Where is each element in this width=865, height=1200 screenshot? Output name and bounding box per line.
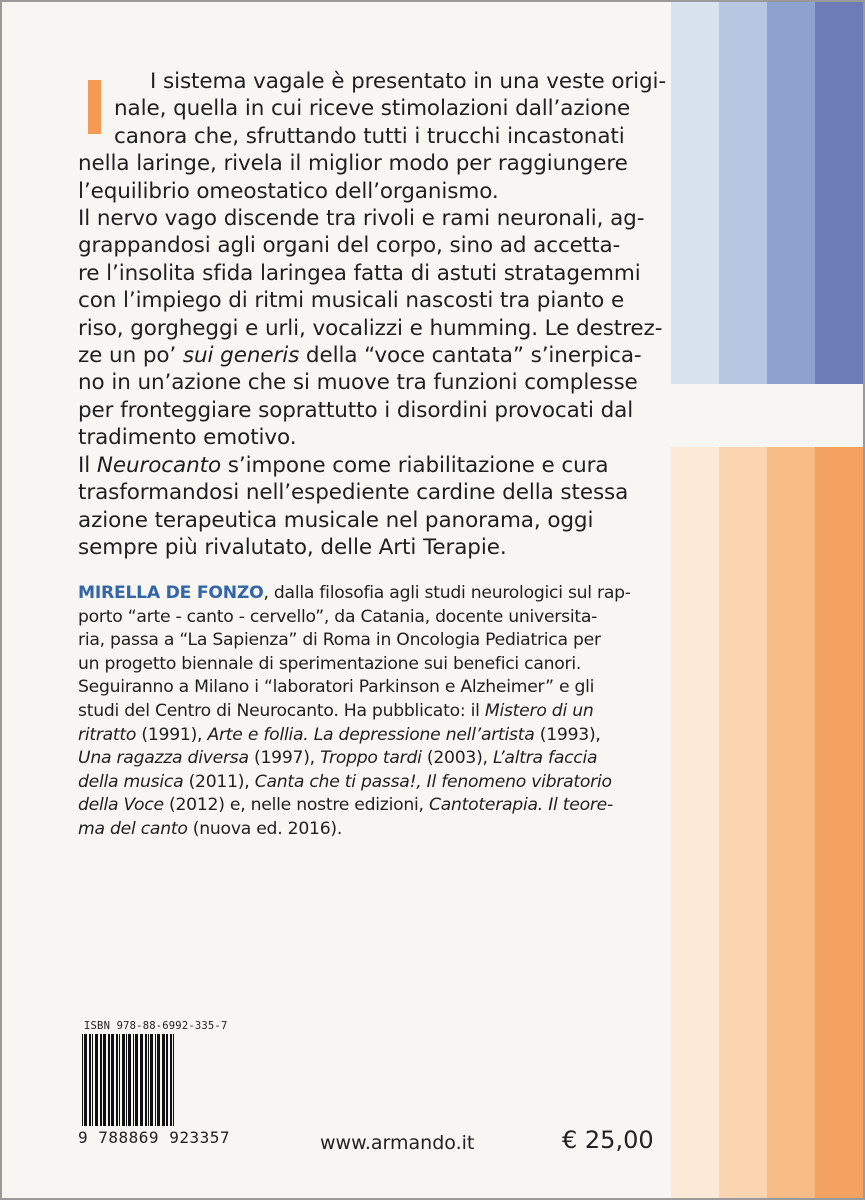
barcode-bar <box>166 1034 168 1126</box>
blurb-line: sempre più rivalutato, delle Arti Terapie. <box>78 534 507 560</box>
barcode-bar <box>128 1034 131 1126</box>
blurb-line: nale, quella in cui riceve stimolazioni dall’azione <box>114 96 631 122</box>
bio-line <box>78 818 678 842</box>
italic-run: Mistero di un <box>484 700 594 721</box>
italic-run: Canta che ti passa!, Il fenomeno vibratorio <box>254 771 612 792</box>
price-label: € 25,00 <box>562 1126 654 1154</box>
italic-run: sui generis <box>182 343 300 369</box>
bio-line <box>78 582 678 606</box>
decorative-stripes-orange <box>671 447 863 1200</box>
blurb-line <box>78 342 678 369</box>
text-run: s’impone come riabilitazione e cura <box>221 452 609 478</box>
stripe-orange-2 <box>719 447 767 1200</box>
blurb-line: tradimento emotivo. <box>78 425 297 451</box>
barcode-bar <box>162 1034 165 1126</box>
stripe-blue-1 <box>671 2 719 384</box>
blurb-paragraph-2 <box>78 205 678 452</box>
blurb-line: azione terapeutica musicale nel panorama, oggi <box>78 507 594 533</box>
book-blurb <box>78 68 678 561</box>
barcode-bar <box>100 1034 102 1126</box>
publisher-website: www.armando.it <box>320 1132 475 1154</box>
text-run: (nuova ed. 2016). <box>187 818 343 839</box>
stripe-orange-3 <box>767 447 815 1200</box>
text-run: Il <box>78 452 97 478</box>
bio-line: un progetto biennale di sperimentazione sui benefici canori. <box>78 653 582 674</box>
bio-line: Seguiranno a Milano i “laboratori Parkinson e Alzheimer” e gli <box>78 677 595 698</box>
italic-run: Neurocanto <box>96 452 221 478</box>
barcode-bar <box>145 1034 147 1126</box>
barcode-bar <box>148 1034 149 1126</box>
barcode-bar <box>173 1034 174 1126</box>
bio-line <box>78 747 678 771</box>
stripe-blue-2 <box>719 2 767 384</box>
barcode-bar <box>82 1034 83 1126</box>
text-run: ze un po’ <box>78 343 183 369</box>
bio-line <box>78 700 678 724</box>
bio-line <box>78 724 678 748</box>
barcode-bar <box>84 1034 87 1126</box>
italic-run: L’altra faccia <box>492 748 598 769</box>
bio-line: ria, passa a “La Sapienza” di Roma in Oncologia Pediatrica per <box>78 630 601 651</box>
barcode-bar <box>92 1034 93 1126</box>
text-run: (1993), <box>534 724 601 745</box>
text-run: (2011), <box>183 771 255 792</box>
barcode-bar <box>126 1034 127 1126</box>
barcode-block <box>78 1020 238 1147</box>
blurb-line: Il nervo vago discende tra rivoli e rami neuronali, ag- <box>78 206 645 232</box>
italic-run: Cantoterapia. Il teore- <box>428 795 613 816</box>
barcode-bar <box>89 1034 91 1126</box>
blurb-line: riso, gorgheggi e urli, vocalizzi e humming. Le destrez- <box>78 315 663 341</box>
barcode-digits: 9 788869 923357 <box>78 1128 230 1147</box>
italic-run: ma del canto <box>78 818 188 839</box>
bio-line <box>78 771 678 795</box>
barcode-bar <box>133 1034 134 1126</box>
italic-run: Una ragazza diversa <box>78 748 249 769</box>
barcode-bar <box>135 1034 138 1126</box>
blurb-line: canora che, sfruttando tutti i trucchi incastonati <box>114 123 625 149</box>
barcode-icon <box>78 1034 228 1126</box>
blurb-line: no in un’azione che si muove tra funzioni complesse <box>78 370 638 396</box>
italic-run: della musica <box>78 771 184 792</box>
text-run: (2012) e, nelle nostre edizioni, <box>163 795 429 816</box>
stripe-orange-1 <box>671 447 719 1200</box>
barcode-bar <box>150 1034 153 1126</box>
italic-run: Arte e follia. La depressione nell’artista <box>207 724 535 745</box>
text-run: studi del Centro di Neurocanto. Ha pubblicato: il <box>78 700 485 721</box>
author-name: MIRELLA DE FONZO <box>78 583 264 603</box>
isbn-label: ISBN 978-88-6992-335-7 <box>84 1020 228 1032</box>
author-bio <box>78 582 678 842</box>
text-run: della “voce cantata” s’inerpica- <box>299 343 642 369</box>
blurb-line: grappandosi agli organi del corpo, sino ad accetta- <box>78 233 621 259</box>
barcode-bar <box>116 1034 118 1126</box>
barcode-bar <box>108 1034 110 1126</box>
text-run: (1991), <box>136 724 208 745</box>
blurb-line: re l’insolita sfida laringea fatta di astuti stratagemmi <box>78 260 641 286</box>
blurb-paragraph-3 <box>78 452 678 562</box>
bio-line <box>78 794 678 818</box>
barcode-bar <box>111 1034 114 1126</box>
blurb-line: l’equilibrio omeostatico dell’organismo. <box>78 178 499 204</box>
italic-run: ritratto <box>78 724 137 745</box>
text-run: (1997), <box>248 748 321 769</box>
blurb-line: nella laringe, rivela il miglior modo per raggiungere <box>78 151 628 177</box>
barcode-bar <box>140 1034 143 1126</box>
barcode-bar <box>157 1034 160 1126</box>
barcode-bar <box>155 1034 156 1126</box>
barcode-bar <box>103 1034 106 1126</box>
blurb-line: con l’impiego di ritmi musicali nascosti tra pianto e <box>78 288 625 314</box>
barcode-bar <box>170 1034 172 1126</box>
stripe-blue-4 <box>815 2 863 384</box>
stripe-orange-4 <box>815 447 863 1200</box>
barcode-bar <box>95 1034 98 1126</box>
bio-line: porto “arte - canto - cervello”, da Catania, docente universita- <box>78 606 598 627</box>
italic-run: della Voce <box>78 795 164 816</box>
blurb-paragraph-1 <box>78 68 678 205</box>
barcode-bar <box>122 1034 125 1126</box>
decorative-stripes-blue <box>671 2 863 384</box>
stripe-blue-3 <box>767 2 815 384</box>
text-run: , dalla filosofia agli studi neurologici sul rap- <box>263 583 631 603</box>
blurb-line <box>78 452 678 479</box>
text-run: (2003), <box>421 748 493 769</box>
blurb-line: I sistema vagale è presentato in una veste origi- <box>150 69 667 94</box>
barcode-bar <box>119 1034 120 1126</box>
blurb-line: trasformandosi nell’espediente cardine della stessa <box>78 480 629 506</box>
italic-run: Troppo tardi <box>320 748 422 769</box>
blurb-line: per fronteggiare soprattutto i disordini provocati dal <box>78 397 634 423</box>
